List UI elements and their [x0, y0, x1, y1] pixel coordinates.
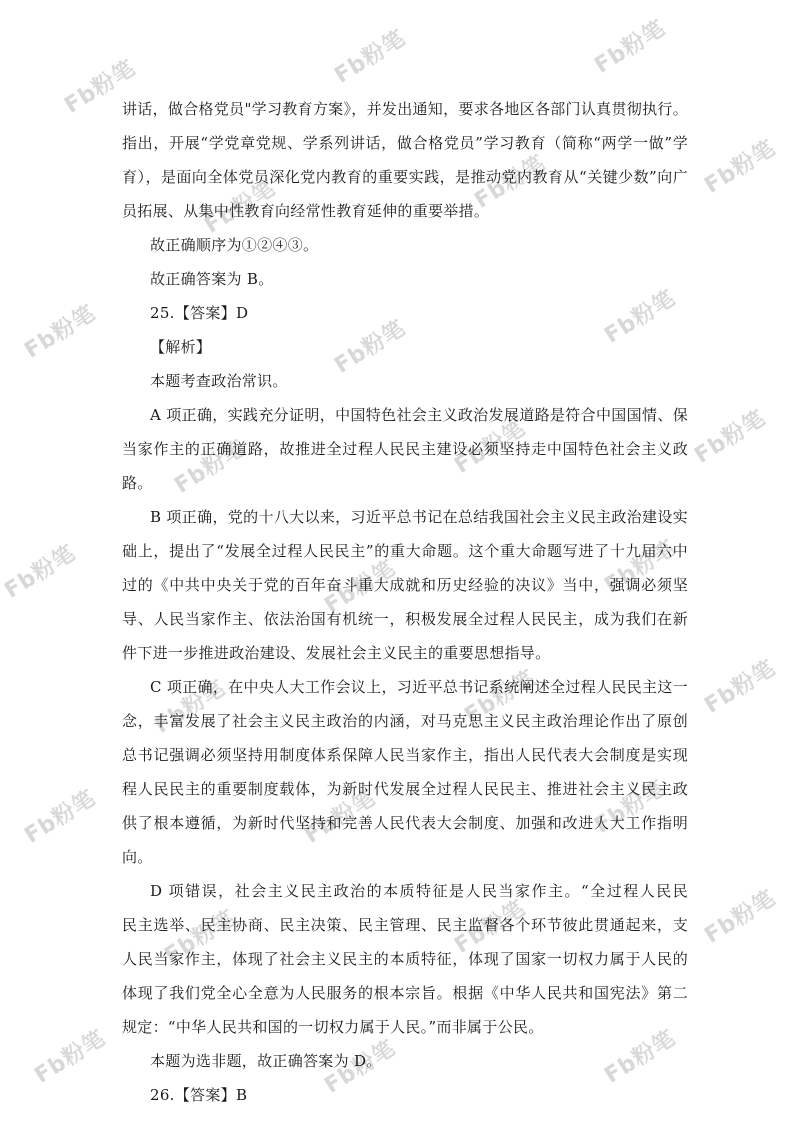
- watermark-logo: Fb粉笔: [700, 135, 781, 199]
- text-line: 指出，开展“学党章党规、学系列讲话，做合格党员”学习教育（简称“两学一做”学: [122, 134, 688, 152]
- watermark-logo: Fb粉笔: [200, 175, 281, 239]
- watermark-logo: Fb粉笔: [150, 675, 231, 739]
- watermark-logo: Fb粉笔: [320, 555, 401, 619]
- text-line: 过的《中共中央关于党的百年奋斗重大成就和历史经验的决议》当中，强调必须坚: [122, 576, 688, 594]
- watermark-logo: Fb粉笔: [470, 150, 551, 214]
- text-line: 育），是面向全体党员深化党内教育的重要实践，是推动党内教育从“关键少数”向广: [122, 168, 688, 186]
- watermark-logo: Fb粉笔: [330, 25, 411, 89]
- text-line: 路。: [122, 474, 153, 492]
- watermark-logo: Fb粉笔: [450, 895, 531, 959]
- watermark-logo: Fb粉笔: [600, 285, 681, 349]
- text-line: 规定：“中华人民共和国的一切权力属于人民。”而非属于公民。: [122, 1018, 544, 1036]
- watermark-logo: Fb粉笔: [600, 1025, 681, 1089]
- text-line: 总书记强调必须坚持用制度体系保障人民当家作主，指出人民代表大会制度是实现: [122, 746, 688, 764]
- text-line: 人民当家作主，体现了社会主义民主的本质特征，体现了国家一切权力属于人民的: [122, 950, 688, 968]
- watermark-logo: Fb粉笔: [590, 775, 671, 839]
- watermark-logo: Fb粉笔: [60, 55, 141, 119]
- watermark-logo: Fb粉笔: [460, 665, 541, 729]
- document-body: [122, 92, 688, 1112]
- watermark-logo: Fb粉笔: [700, 885, 781, 949]
- watermark-logo: Fb粉笔: [170, 435, 251, 499]
- text-line: 础上，提出了“发展全过程人民民主”的重大命题。这个重大命题写进了十九届六中: [122, 542, 688, 560]
- text-line: 讲话，做合格党员"学习教育方案》，并发出通知，要求各地区各部门认真贯彻执行。: [122, 100, 688, 118]
- text-line: D 项错误，社会主义民主政治的本质特征是人民当家作主。“全过程人民民: [150, 882, 688, 900]
- watermark-logo: Fb粉笔: [700, 655, 781, 719]
- text-line: 25.【答案】D: [150, 304, 249, 322]
- watermark-logo: Fb粉笔: [0, 540, 81, 604]
- watermark-logo: Fb粉笔: [20, 300, 101, 364]
- text-line: 导、人民当家作主、依法治国有机统一，积极发展全过程人民民主，成为我们在新: [122, 610, 688, 628]
- watermark-logo: Fb粉笔: [30, 1025, 111, 1089]
- watermark-logo: Fb粉笔: [300, 785, 381, 849]
- watermark-logo: Fb粉笔: [20, 785, 101, 849]
- watermark-logo: Fb粉笔: [590, 15, 671, 79]
- text-line: 故正确顺序为①②④③。: [150, 236, 319, 254]
- text-line: 供了根本遵循，为新时代坚持和完善人民代表大会制度、加强和改进人大工作指明: [122, 814, 688, 832]
- text-line: 体现了我们党全心全意为人民服务的根本宗旨。根据《中华人民共和国宪法》第二: [122, 984, 688, 1002]
- text-line: 向。: [122, 848, 153, 866]
- text-line: C 项正确，在中央人大工作会议上，习近平总书记系统阐述全过程人民民主这一: [150, 678, 688, 696]
- text-line: 【解析】: [150, 338, 212, 356]
- text-line: 念，丰富发展了社会主义民主政治的内涵，对马克思主义民主政治理论作出了原创: [122, 712, 688, 730]
- watermark-logo: Fb粉笔: [320, 1035, 401, 1099]
- text-line: A 项正确，实践充分证明，中国特色社会主义政治发展道路是符合中国国情、保: [150, 406, 688, 424]
- watermark-logo: Fb粉笔: [600, 535, 681, 599]
- text-line: B 项正确，党的十八大以来，习近平总书记在总结我国社会主义民主政治建设实: [150, 508, 688, 526]
- text-line: 26.【答案】B: [150, 1086, 248, 1104]
- text-line: 故正确答案为 B。: [150, 270, 274, 288]
- watermark-logo: Fb粉笔: [160, 905, 241, 969]
- text-line: 本题为选非题，故正确答案为 D。: [150, 1052, 382, 1070]
- text-line: 件下进一步推进政治建设、发展社会主义民主的重要思想指导。: [122, 644, 551, 662]
- text-line: 民主选举、民主协商、民主决策、民主管理、民主监督各个环节彼此贯通起来，支: [122, 916, 688, 934]
- text-line: 程人民民主的重要制度载体，为新时代发展全过程人民民主、推进社会主义民主政: [122, 780, 688, 798]
- text-line: 员拓展、从集中性教育向经常性教育延伸的重要举措。: [122, 202, 490, 220]
- text-line: 当家作主的正确道路，故推进全过程人民民主建设必须坚持走中国特色社会主义政: [122, 440, 688, 458]
- watermark-logo: Fb粉笔: [330, 315, 411, 379]
- watermark-logo: Fb粉笔: [690, 405, 771, 469]
- watermark-logo: Fb粉笔: [450, 415, 531, 479]
- text-line: 本题考查政治常识。: [150, 372, 288, 390]
